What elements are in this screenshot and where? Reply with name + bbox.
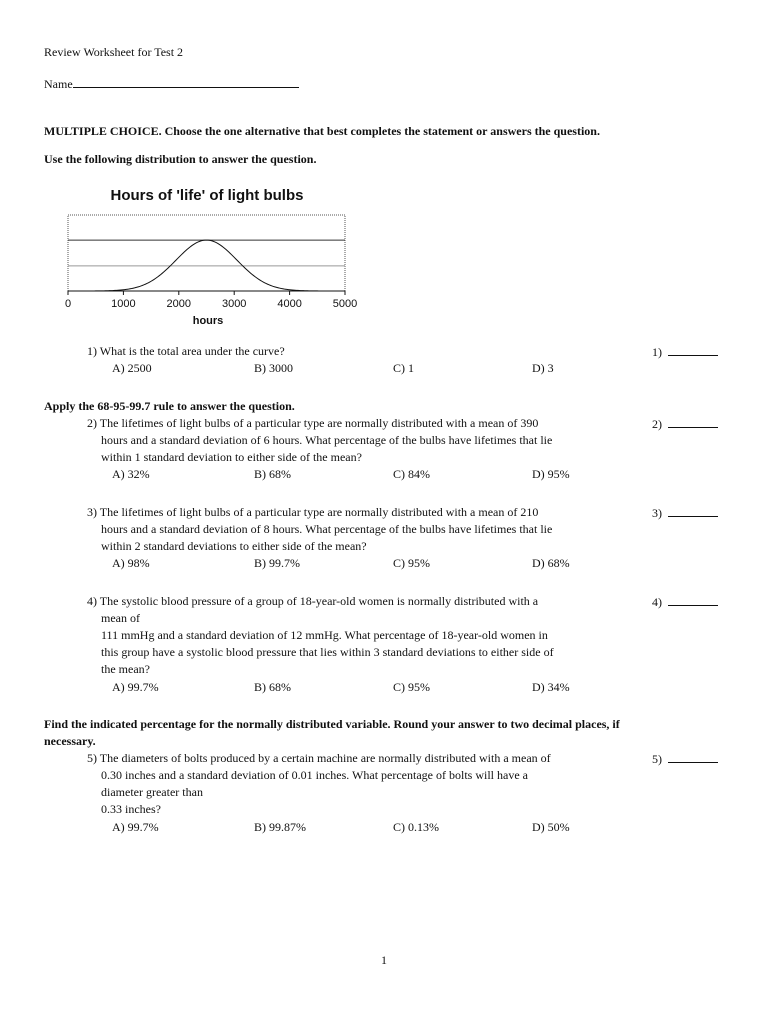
answer-line (668, 343, 718, 356)
question-4-line-2: mean of (101, 611, 140, 625)
choice-b: B) 68% (254, 467, 291, 481)
question-2-choices (112, 466, 632, 483)
choice-a: A) 99.7% (112, 820, 159, 834)
question-3-line-3: within 2 standard deviations to either side of the mean? (101, 539, 367, 553)
choice-d: D) 34% (532, 680, 570, 694)
choice-d: D) 3 (532, 361, 554, 375)
choice-b: B) 3000 (254, 361, 293, 375)
x-tick-label: 2000 (166, 298, 192, 310)
name-blank (73, 75, 299, 88)
question-5-line-4: 0.33 inches? (101, 802, 161, 816)
answer-line (668, 750, 718, 763)
chart-title: Hours of 'life' of light bulbs (110, 187, 304, 204)
question-4-line-3: 111 mmHg and a standard deviation of 12 mmHg. What percentage of 18-year-old women in (101, 628, 548, 642)
choice-a: A) 32% (112, 467, 150, 481)
choice-c: C) 0.13% (393, 820, 439, 834)
question-4-line-1: 4) The systolic blood pressure of a group of 18-year-old women is normally distributed with a (87, 594, 539, 608)
choice-b: B) 68% (254, 680, 291, 694)
x-axis-label: hours (192, 315, 224, 327)
question-1-line-1: 1) What is the total area under the curve? (87, 344, 285, 358)
choice-c: C) 84% (393, 467, 430, 481)
choice-a: A) 98% (112, 556, 150, 570)
choice-d: D) 95% (532, 467, 570, 481)
question-4-line-5: the mean? (101, 662, 150, 676)
question-4-number: 4) (87, 594, 97, 608)
section-heading-multiple-choice: MULTIPLE CHOICE. Choose the one alternative that best completes the statement or answers the question. (44, 124, 600, 138)
question-4-line-4: this group have a systolic blood pressure that lies within 3 standard deviations to either side of (101, 645, 554, 659)
question-3-line-2: hours and a standard deviation of 8 hours. What percentage of the bulbs have lifetimes that lie (101, 522, 553, 536)
question-3-number: 3) (87, 505, 97, 519)
question-5-line-3: diameter greater than (101, 785, 203, 799)
question-5-number: 5) (87, 751, 97, 765)
question-5-line-1: 5) The diameters of bolts produced by a certain machine are normally distributed with a mean of (87, 751, 551, 765)
answer-line (668, 593, 718, 606)
choice-c: C) 1 (393, 361, 414, 375)
answer-line (668, 504, 718, 517)
choice-a: A) 99.7% (112, 680, 159, 694)
question-3-line-1: 3) The lifetimes of light bulbs of a particular type are normally distributed with a mean of 210 (87, 505, 539, 519)
section-heading-empirical-rule: Apply the 68-95-99.7 rule to answer the question. (44, 399, 295, 413)
x-tick-label: 0 (64, 298, 72, 310)
section-heading-percentage-line-1: Find the indicated percentage for the normally distributed variable. Round your answer to two decimal places, if (44, 717, 620, 731)
question-3-choices (112, 555, 632, 572)
question-5-choices (112, 819, 632, 836)
question-1-number: 1) (87, 344, 97, 358)
question-1 (87, 343, 647, 360)
question-2-line-2: hours and a standard deviation of 6 hours. What percentage of the bulbs have lifetimes that lie (101, 433, 553, 447)
x-tick-label: 4000 (277, 298, 302, 310)
x-tick-label: 5000 (332, 298, 358, 310)
question-1-choices (112, 360, 632, 377)
choice-d: D) 50% (532, 820, 570, 834)
name-label: Name (44, 77, 73, 91)
question-3 (87, 504, 647, 555)
question-5 (87, 750, 647, 818)
question-2 (87, 415, 647, 466)
question-2-line-3: within 1 standard deviation to either side of the mean? (101, 450, 362, 464)
answer-blank-2: 2) (652, 415, 718, 433)
choice-b: B) 99.87% (254, 820, 306, 834)
answer-blank-4: 4) (652, 593, 718, 611)
x-axis-ticks (65, 291, 357, 310)
question-2-number: 2) (87, 416, 97, 430)
light-bulb-life-chart (58, 180, 368, 330)
question-2-line-1: 2) The lifetimes of light bulbs of a particular type are normally distributed with a mean of 390 (87, 416, 539, 430)
answer-blank-5: 5) (652, 750, 718, 768)
x-tick-label: 3000 (221, 298, 247, 310)
answer-blank-3: 3) (652, 504, 718, 522)
choice-c: C) 95% (393, 556, 430, 570)
choice-c: C) 95% (393, 680, 430, 694)
x-tick-label: 1000 (111, 298, 136, 310)
question-5-line-2: 0.30 inches and a standard deviation of 0.01 inches. What percentage of bolts will have a (101, 768, 528, 782)
name-field (44, 75, 299, 93)
page-number: 1 (381, 953, 387, 967)
choice-b: B) 99.7% (254, 556, 300, 570)
answer-blank-1: 1) (652, 343, 718, 361)
section-instruction-distribution: Use the following distribution to answer the question. (44, 152, 317, 166)
question-4-choices (112, 679, 632, 696)
choice-d: D) 68% (532, 556, 570, 570)
answer-line (668, 415, 718, 428)
chart-grid-lines (68, 240, 345, 266)
worksheet-title: Review Worksheet for Test 2 (44, 45, 184, 59)
choice-a: A) 2500 (112, 361, 152, 375)
question-4 (87, 593, 647, 678)
chart-plot-area (68, 215, 345, 291)
section-heading-percentage-line-2: necessary. (44, 734, 96, 748)
